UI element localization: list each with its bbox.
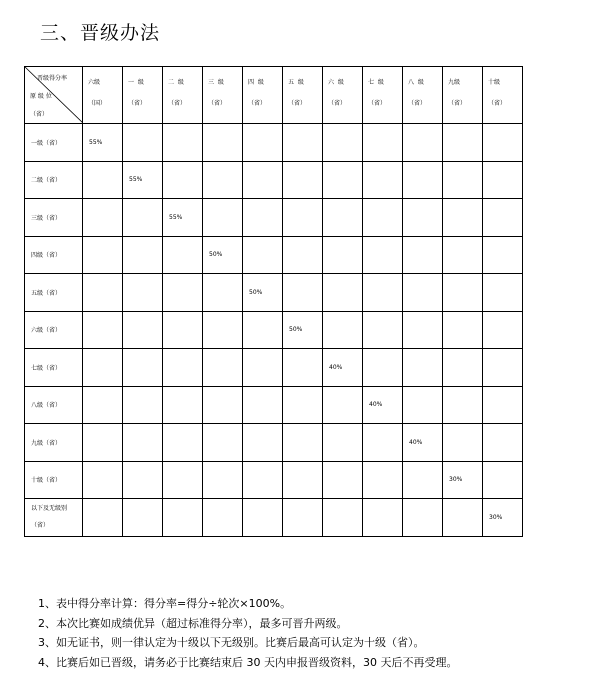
table-cell [83, 499, 123, 537]
table-cell [363, 199, 403, 237]
score-rate-value: 30% [489, 513, 503, 521]
table-cell [163, 311, 203, 349]
table-cell [403, 274, 443, 312]
table-cell [403, 236, 443, 274]
row-label-cell [25, 386, 83, 424]
table-cell [243, 461, 283, 499]
table-cell [123, 311, 163, 349]
table-cell [243, 311, 283, 349]
column-header-level: 二 级 [168, 79, 184, 86]
column-header-level: 三 级 [208, 79, 224, 86]
column-header [483, 67, 523, 124]
table-cell [323, 199, 363, 237]
table-cell [443, 199, 483, 237]
table-header-row [25, 67, 523, 124]
table-cell [283, 349, 323, 387]
column-header [163, 67, 203, 124]
row-label: 八级（省） [31, 402, 62, 410]
row-label-cell [25, 461, 83, 499]
table-cell [203, 199, 243, 237]
table-cell [363, 386, 403, 424]
table-cell [443, 311, 483, 349]
table-cell [483, 424, 523, 462]
column-header-level: 六 级 [328, 79, 344, 86]
row-label-cell [25, 199, 83, 237]
column-header [443, 67, 483, 124]
table-cell [363, 161, 403, 199]
row-label-line1: 以下及无级别 [31, 505, 68, 513]
table-row [25, 461, 523, 499]
table-cell [403, 311, 443, 349]
column-header-scope: （省） [448, 100, 467, 107]
table-cell [363, 461, 403, 499]
table-cell [123, 199, 163, 237]
table-cell [443, 236, 483, 274]
column-header-scope: （省） [168, 100, 187, 107]
score-rate-value: 50% [249, 288, 263, 296]
table-cell [483, 199, 523, 237]
row-label: 四级（省） [31, 252, 62, 260]
table-cell [403, 349, 443, 387]
column-header-level: 七 级 [368, 79, 384, 86]
column-header [363, 67, 403, 124]
table-cell [203, 311, 243, 349]
table-cell [203, 124, 243, 162]
table-cell [163, 461, 203, 499]
table-cell [243, 386, 283, 424]
table-cell [283, 161, 323, 199]
table-cell [83, 161, 123, 199]
table-cell [483, 349, 523, 387]
table-cell [83, 236, 123, 274]
table-cell [483, 161, 523, 199]
table-cell [83, 311, 123, 349]
table-cell [483, 236, 523, 274]
note-item: 1、表中得分率计算：得分率=得分÷轮次×100%。 [38, 597, 292, 610]
table-cell [123, 499, 163, 537]
row-label-cell [25, 424, 83, 462]
table-cell [443, 161, 483, 199]
table-cell [283, 124, 323, 162]
table-cell [83, 274, 123, 312]
table-cell [483, 386, 523, 424]
table-cell [483, 461, 523, 499]
score-rate-value: 55% [169, 213, 183, 221]
row-label-cell [25, 311, 83, 349]
score-rate-value: 40% [409, 438, 423, 446]
table-cell [323, 274, 363, 312]
score-rate-value: 55% [129, 176, 143, 184]
column-header-level: 九级 [448, 79, 461, 86]
table-row [25, 349, 523, 387]
table-cell [163, 349, 203, 387]
table-cell [123, 124, 163, 162]
table-cell [123, 349, 163, 387]
table-cell [203, 499, 243, 537]
row-label-cell [25, 274, 83, 312]
table-cell [123, 236, 163, 274]
table-cell [123, 274, 163, 312]
column-header-scope: （国） [88, 100, 107, 107]
table-cell [483, 311, 523, 349]
column-header-scope: （省） [328, 100, 347, 107]
table-cell [443, 461, 483, 499]
table-cell [243, 499, 283, 537]
note-item: 4、比赛后如已晋级，请务必于比赛结束后 30 天内申报晋级资料，30 天后不再受理。 [38, 655, 458, 669]
table-cell [243, 199, 283, 237]
table-cell [283, 386, 323, 424]
table-cell [243, 236, 283, 274]
notes-list [38, 594, 457, 672]
table-cell [323, 311, 363, 349]
table-row [25, 311, 523, 349]
table-cell [323, 349, 363, 387]
table-cell [203, 161, 243, 199]
table-cell [403, 161, 443, 199]
table-cell [163, 236, 203, 274]
table-cell [363, 124, 403, 162]
table-cell [283, 461, 323, 499]
table-cell [363, 311, 403, 349]
table-cell [283, 199, 323, 237]
table-cell [483, 499, 523, 537]
table-cell [243, 274, 283, 312]
table-cell [323, 461, 363, 499]
column-header [83, 67, 123, 124]
table-cell [283, 424, 323, 462]
table-cell [443, 424, 483, 462]
table-cell [323, 161, 363, 199]
corner-header-cell [25, 67, 83, 124]
table-cell [243, 124, 283, 162]
table-cell [283, 311, 323, 349]
table-cell [243, 349, 283, 387]
table-cell [83, 124, 123, 162]
table-cell [283, 236, 323, 274]
table-cell [163, 424, 203, 462]
row-label-line2: （省） [31, 522, 50, 530]
column-header [323, 67, 363, 124]
table-cell [363, 424, 403, 462]
row-label: 六级（省） [31, 327, 62, 335]
table-cell [123, 161, 163, 199]
table-cell [403, 199, 443, 237]
column-header-level: 十级 [488, 79, 501, 86]
column-header [203, 67, 243, 124]
row-label-cell [25, 349, 83, 387]
table-row [25, 161, 523, 199]
table-cell [483, 274, 523, 312]
table-cell [83, 424, 123, 462]
table-cell [203, 236, 243, 274]
table-cell [403, 386, 443, 424]
table-cell [203, 274, 243, 312]
table-row [25, 199, 523, 237]
table-cell [323, 124, 363, 162]
table-row [25, 424, 523, 462]
score-rate-value: 40% [369, 401, 383, 409]
column-header-scope: （省） [248, 100, 267, 107]
column-header-scope: （省） [408, 100, 427, 107]
table-cell [83, 199, 123, 237]
row-label-cell [25, 499, 83, 537]
score-rate-value: 40% [329, 363, 343, 371]
column-header-scope: （省） [288, 100, 307, 107]
table-cell [363, 236, 403, 274]
table-row [25, 124, 523, 162]
table-row [25, 499, 523, 537]
table-cell [443, 499, 483, 537]
row-label: 五级（省） [31, 289, 62, 297]
row-label: 九级（省） [31, 439, 62, 447]
table-cell [163, 161, 203, 199]
score-rate-value: 55% [89, 138, 103, 146]
table-cell [403, 424, 443, 462]
column-header-level: 五 级 [288, 79, 304, 86]
column-header [403, 67, 443, 124]
column-header-scope: （省） [128, 100, 147, 107]
column-header [243, 67, 283, 124]
column-header-level: 八 级 [408, 79, 424, 86]
row-label-cell [25, 236, 83, 274]
note-item: 3、如无证书，则一律认定为十级以下无级别。比赛后最高可认定为十级（省）。 [38, 636, 425, 649]
table-cell [363, 274, 403, 312]
row-label-cell [25, 161, 83, 199]
table-cell [283, 274, 323, 312]
table-cell [243, 424, 283, 462]
note-item: 2、本次比赛如成绩优异（超过标准得分率），最多可晋升两级。 [38, 616, 348, 630]
score-rate-value: 30% [449, 476, 463, 484]
table-cell [203, 386, 243, 424]
table-cell [363, 499, 403, 537]
score-rate-value: 50% [289, 326, 303, 334]
column-header-scope: （省） [488, 100, 507, 107]
table-cell [123, 386, 163, 424]
table-cell [203, 424, 243, 462]
table-cell [243, 161, 283, 199]
table-cell [403, 499, 443, 537]
row-label-cell [25, 124, 83, 162]
table-cell [323, 424, 363, 462]
row-label: 三级（省） [31, 214, 62, 222]
table-cell [83, 349, 123, 387]
table-cell [443, 124, 483, 162]
table-cell [123, 424, 163, 462]
table-cell [323, 386, 363, 424]
column-header-level: 六级 [88, 79, 101, 86]
table-cell [483, 124, 523, 162]
score-rate-value: 50% [209, 251, 223, 259]
table-cell [203, 461, 243, 499]
promotion-table [24, 66, 523, 537]
corner-bot-label: （省） [30, 111, 49, 118]
table-cell [163, 499, 203, 537]
table-cell [283, 499, 323, 537]
table-cell [123, 461, 163, 499]
corner-top-label: 晋级得分率 [37, 75, 68, 82]
column-header-scope: （省） [368, 100, 387, 107]
table-cell [83, 461, 123, 499]
row-label: 十级（省） [31, 477, 62, 485]
table-cell [443, 386, 483, 424]
table-cell [403, 461, 443, 499]
table-cell [83, 386, 123, 424]
row-label: 一级（省） [31, 139, 62, 147]
column-header [283, 67, 323, 124]
section-title: 三、晋级办法 [40, 22, 161, 44]
table-cell [403, 124, 443, 162]
table-cell [443, 349, 483, 387]
table-row [25, 236, 523, 274]
table-cell [363, 349, 403, 387]
table-cell [323, 236, 363, 274]
column-header-level: 一 级 [128, 79, 144, 86]
corner-mid-label: 原 级 位 [30, 93, 52, 100]
table-cell [163, 274, 203, 312]
table-cell [163, 386, 203, 424]
table-row [25, 386, 523, 424]
table-cell [323, 499, 363, 537]
column-header [123, 67, 163, 124]
table-row [25, 274, 523, 312]
column-header-scope: （省） [208, 100, 227, 107]
row-label: 七级（省） [31, 364, 62, 372]
table-cell [443, 274, 483, 312]
table-cell [163, 199, 203, 237]
column-header-level: 四 级 [248, 79, 264, 86]
table-cell [203, 349, 243, 387]
table-cell [163, 124, 203, 162]
row-label: 二级（省） [31, 177, 62, 185]
